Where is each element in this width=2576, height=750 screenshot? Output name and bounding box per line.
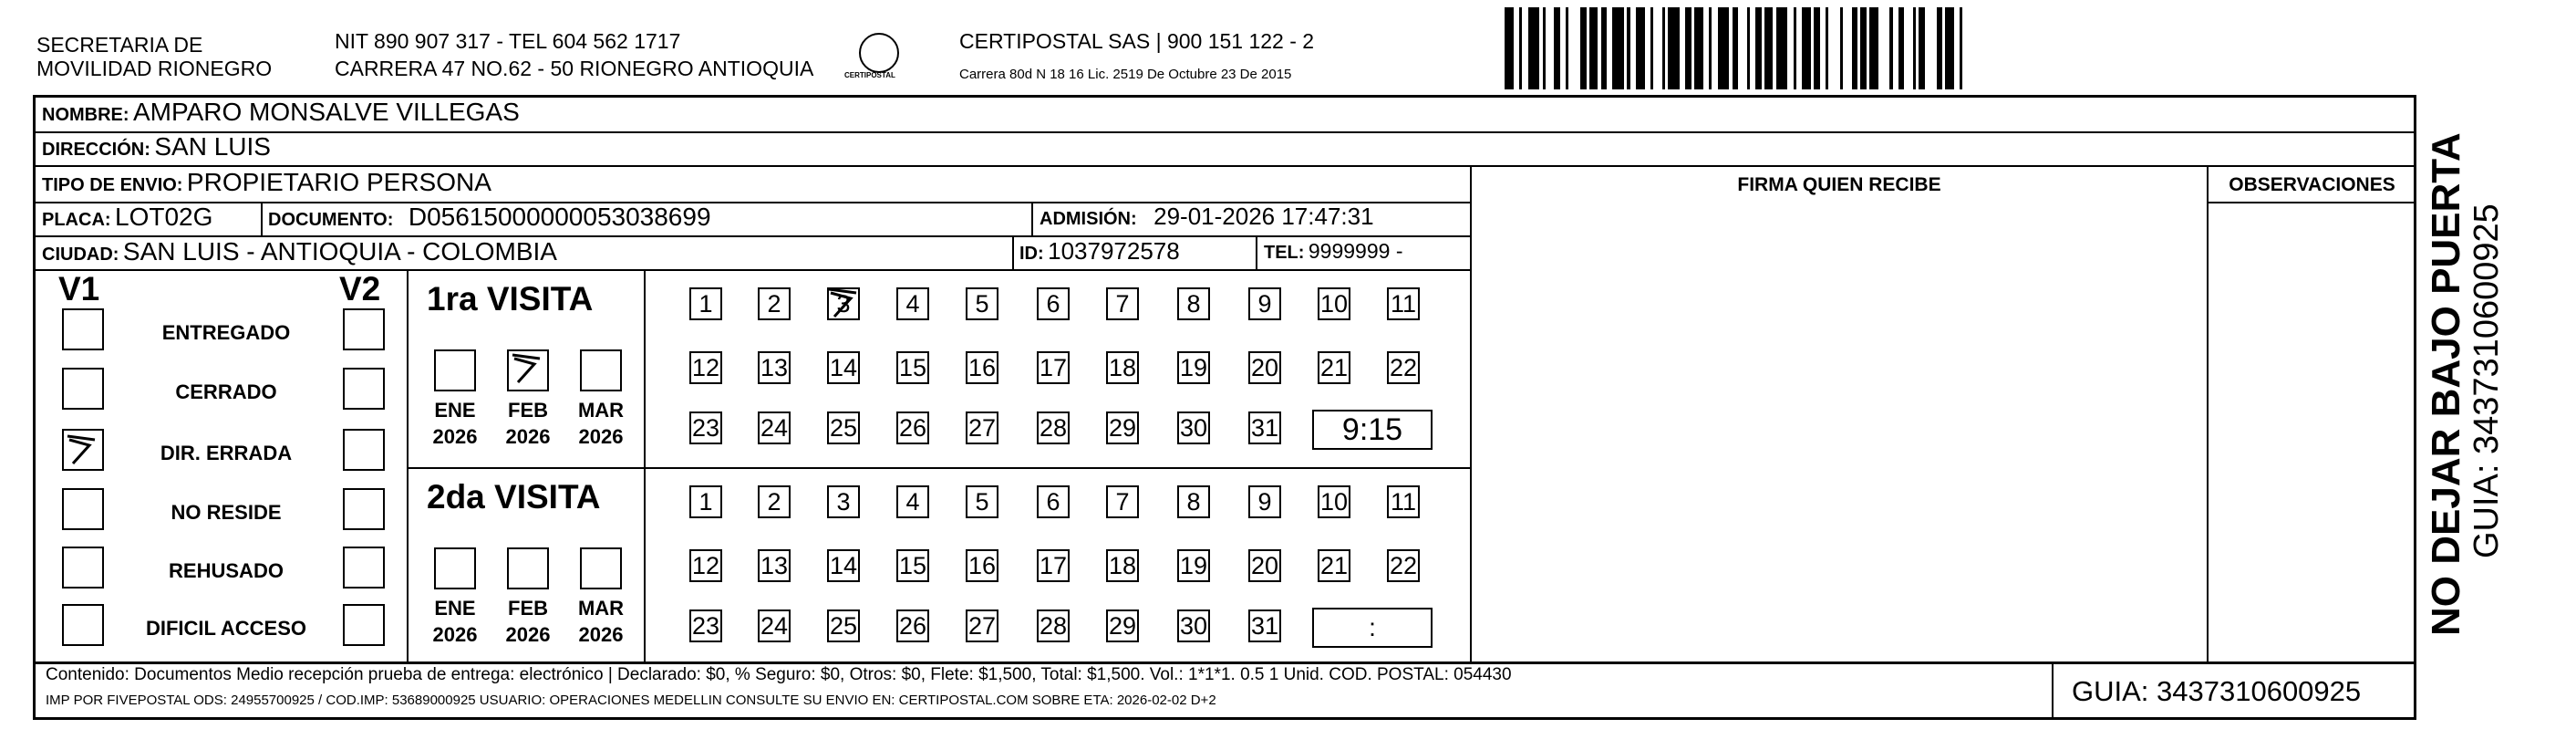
city-label: CIUDAD: [42, 245, 119, 265]
month-year: 2026 [578, 623, 624, 646]
day-box[interactable]: 1 [689, 485, 722, 518]
v1-checkbox[interactable] [62, 308, 104, 350]
day-box[interactable]: 15 [896, 549, 929, 582]
month-name: FEB [508, 399, 548, 422]
day-box[interactable]: 27 [966, 411, 998, 444]
v2-checkbox[interactable] [343, 308, 385, 350]
recipient-name: AMPARO MONSALVE VILLEGAS [133, 98, 520, 126]
visit-time-box[interactable] [1312, 608, 1433, 648]
admission-datetime: 29-01-2026 17:47:31 [1154, 203, 1374, 230]
v1-checkbox[interactable] [62, 604, 104, 646]
day-box[interactable]: 9 [1248, 287, 1281, 320]
v2-checkbox[interactable] [343, 429, 385, 471]
city-value: SAN LUIS - ANTIOQUIA - COLOMBIA [122, 237, 557, 266]
day-box[interactable]: 17 [1037, 549, 1070, 582]
month-checkbox[interactable] [580, 547, 622, 589]
carrier-address: Carrera 80d N 18 16 Lic. 2519 De Octubre 23 De 2015 [959, 67, 1292, 82]
day-box[interactable]: 31 [1248, 411, 1281, 444]
day-box[interactable]: 26 [896, 411, 929, 444]
day-box[interactable]: 24 [758, 411, 791, 444]
handwritten-check-icon [64, 432, 104, 469]
month-checkbox[interactable] [434, 349, 476, 391]
content-line: Contenido: Documentos Medio recepción prueba de entrega: electrónico | Declarado: $0, % Seguro: $0, Otros: $0, Flete: $1,500, Total: $1,500. Vol.: 1*1*1. 0.5 1 Unid. COD. POSTAL: 054430 [46, 665, 1512, 684]
id-value: 1037972578 [1048, 237, 1180, 265]
day-box[interactable]: 28 [1037, 411, 1070, 444]
day-box[interactable]: 17 [1037, 351, 1070, 384]
day-box[interactable]: 10 [1318, 287, 1350, 320]
day-box[interactable]: 8 [1177, 485, 1210, 518]
day-box[interactable]: 25 [827, 609, 860, 642]
visit-time: : [1369, 613, 1376, 641]
day-box[interactable]: 16 [966, 549, 998, 582]
recipient-address: SAN LUIS [154, 132, 271, 161]
handwritten-check-icon [509, 351, 549, 388]
v2-checkbox[interactable] [343, 488, 385, 530]
day-box[interactable]: 13 [758, 549, 791, 582]
imp-line: IMP POR FIVEPOSTAL ODS: 24955700925 / COD.IMP: 53689000925 USUARIO: OPERACIONES MEDELLIN CONSULTE SU ENVIO EN: CERTIPOSTAL.COM SOBRE ETA: 2026-02-02 D+2 [46, 693, 1216, 708]
day-box[interactable]: 12 [689, 549, 722, 582]
day-box[interactable]: 30 [1177, 411, 1210, 444]
status-label: CERRADO [175, 380, 277, 403]
day-box[interactable]: 23 [689, 609, 722, 642]
day-box[interactable]: 6 [1037, 485, 1070, 518]
tel-value: 9999999 - [1308, 239, 1403, 263]
month-name: MAR [577, 597, 625, 620]
day-box[interactable]: 25 [827, 411, 860, 444]
no-under-door-warning: NO DEJAR BAJO PUERTA [2424, 132, 2468, 636]
status-label: REHUSADO [169, 559, 284, 582]
month-year: 2026 [505, 623, 551, 646]
day-box[interactable]: 19 [1177, 351, 1210, 384]
issuer-address: CARRERA 47 NO.62 - 50 RIONEGRO ANTIOQUIA [335, 57, 814, 80]
day-box[interactable]: 20 [1248, 549, 1281, 582]
v1-checkbox[interactable] [62, 368, 104, 410]
month-caption [423, 397, 487, 450]
day-box[interactable]: 22 [1387, 351, 1420, 384]
issuer-nit-phone: NIT 890 907 317 - TEL 604 562 1717 [335, 29, 681, 53]
month-checkbox[interactable] [580, 349, 622, 391]
day-box[interactable]: 23 [689, 411, 722, 444]
shipment-type: PROPIETARIO PERSONA [186, 168, 491, 196]
visit-title: 1ra VISITA [427, 280, 594, 318]
month-caption [496, 397, 560, 450]
day-box[interactable]: 10 [1318, 485, 1350, 518]
plate-value: LOT02G [115, 203, 213, 231]
day-box[interactable]: 18 [1106, 351, 1139, 384]
day-box[interactable]: 22 [1387, 549, 1420, 582]
day-box[interactable]: 5 [966, 287, 998, 320]
day-box[interactable]: 1 [689, 287, 722, 320]
month-caption [423, 595, 487, 648]
day-box[interactable]: 26 [896, 609, 929, 642]
address-label: DIRECCIÓN: [42, 140, 150, 160]
day-box[interactable]: 31 [1248, 609, 1281, 642]
certipostal-logo-text: CERTIPOSTAL [844, 71, 895, 79]
footer-guide-number: GUIA: 3437310600925 [2072, 675, 2362, 707]
month-year: 2026 [432, 425, 478, 448]
day-box[interactable]: 14 [827, 351, 860, 384]
day-box[interactable]: 30 [1177, 609, 1210, 642]
side-guide-number: GUIA: 3437310600925 [2467, 203, 2506, 558]
month-caption [496, 595, 560, 648]
plate-label: PLACA: [42, 210, 111, 230]
day-box[interactable]: 7 [1106, 485, 1139, 518]
v1-checkbox[interactable] [62, 488, 104, 530]
day-box[interactable]: 28 [1037, 609, 1070, 642]
day-box[interactable]: 27 [966, 609, 998, 642]
admission-label: ADMISIÓN: [1040, 209, 1137, 229]
v2-checkbox[interactable] [343, 547, 385, 589]
month-checkbox[interactable] [507, 547, 549, 589]
day-box[interactable]: 2 [758, 485, 791, 518]
barcode [1505, 7, 2234, 91]
day-box[interactable]: 29 [1106, 609, 1139, 642]
form-bottom-border [33, 717, 2416, 720]
day-box[interactable]: 3 [827, 485, 860, 518]
month-name: FEB [508, 597, 548, 620]
certipostal-logo-icon [859, 33, 899, 73]
day-box[interactable]: 2 [758, 287, 791, 320]
day-box[interactable]: 7 [1106, 287, 1139, 320]
month-caption [569, 397, 633, 450]
day-box[interactable]: 13 [758, 351, 791, 384]
id-label: ID: [1019, 244, 1044, 264]
day-box[interactable]: 21 [1318, 549, 1350, 582]
day-box[interactable]: 6 [1037, 287, 1070, 320]
month-name: ENE [434, 399, 476, 422]
day-box[interactable]: 14 [827, 549, 860, 582]
v2-label: V2 [339, 270, 381, 307]
handwritten-check-icon [825, 286, 865, 322]
day-box[interactable]: 20 [1248, 351, 1281, 384]
day-box[interactable]: 11 [1387, 287, 1420, 320]
status-label: DIFICIL ACCESO [145, 617, 306, 640]
carrier-name: CERTIPOSTAL SAS | 900 151 122 - 2 [959, 29, 1315, 53]
document-value: D05615000000053038699 [408, 203, 711, 231]
visit-time: 9:15 [1341, 412, 1403, 447]
month-checkbox[interactable] [434, 547, 476, 589]
v1-checkbox[interactable] [62, 547, 104, 589]
month-name: MAR [577, 399, 625, 422]
issuer-name-line2: MOVILIDAD RIONEGRO [36, 57, 273, 80]
day-box[interactable]: 8 [1177, 287, 1210, 320]
visit-time-box[interactable] [1312, 410, 1433, 450]
issuer-name-line1: SECRETARIA DE [36, 33, 203, 57]
month-caption [569, 595, 633, 648]
day-box[interactable]: 21 [1318, 351, 1350, 384]
day-box[interactable]: 3 [827, 287, 860, 320]
document-label: DOCUMENTO: [268, 210, 394, 230]
day-box[interactable]: 16 [966, 351, 998, 384]
month-year: 2026 [578, 425, 624, 448]
day-box[interactable]: 12 [689, 351, 722, 384]
signature-heading: FIRMA QUIEN RECIBE [1737, 174, 1941, 195]
v1-label: V1 [58, 270, 100, 307]
day-box[interactable]: 5 [966, 485, 998, 518]
status-label: NO RESIDE [171, 501, 282, 524]
name-label: NOMBRE: [42, 105, 129, 125]
form-left-border [33, 95, 36, 720]
day-box[interactable]: 11 [1387, 485, 1420, 518]
visit-title: 2da VISITA [427, 478, 601, 516]
month-year: 2026 [505, 425, 551, 448]
v2-checkbox[interactable] [343, 604, 385, 646]
status-label: ENTREGADO [161, 321, 291, 344]
v2-checkbox[interactable] [343, 368, 385, 410]
day-box[interactable]: 29 [1106, 411, 1139, 444]
month-year: 2026 [432, 623, 478, 646]
observations-heading: OBSERVACIONES [2229, 174, 2395, 195]
shipment-type-label: TIPO DE ENVIO: [42, 175, 183, 195]
day-box[interactable]: 15 [896, 351, 929, 384]
month-name: ENE [434, 597, 476, 620]
day-box[interactable]: 4 [896, 287, 929, 320]
day-box[interactable]: 4 [896, 485, 929, 518]
day-box[interactable]: 24 [758, 609, 791, 642]
day-box[interactable]: 19 [1177, 549, 1210, 582]
day-box[interactable]: 9 [1248, 485, 1281, 518]
status-label: DIR. ERRADA [160, 442, 293, 464]
day-box[interactable]: 18 [1106, 549, 1139, 582]
tel-label: TEL: [1264, 243, 1305, 263]
